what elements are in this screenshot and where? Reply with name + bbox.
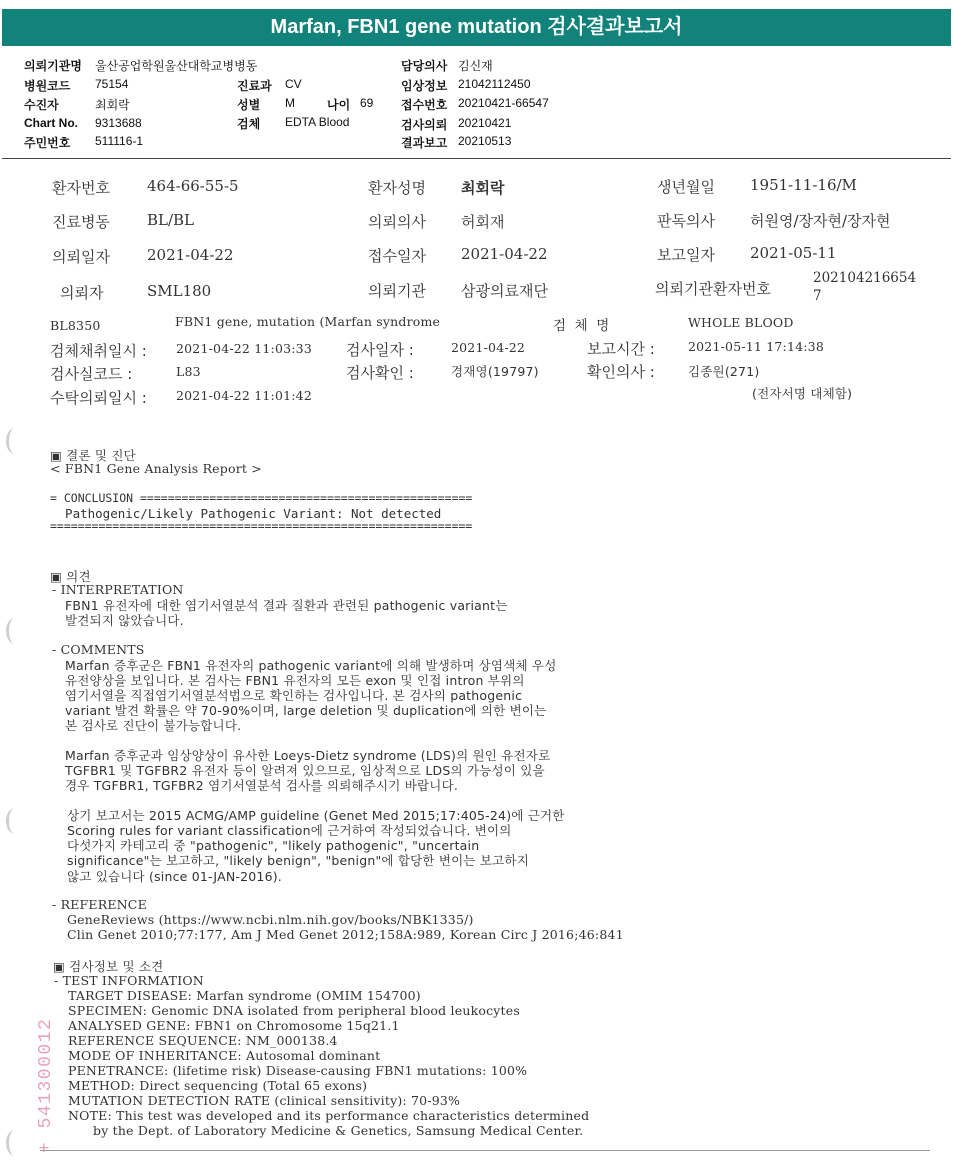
exam-confirm-label: 검사확인 : [346, 364, 414, 382]
department-value: CV [285, 77, 302, 91]
comments3-line-2: Scoring rules for variant classification에 근거하여 작성되었습니다. 변이의 [67, 823, 512, 838]
ward-label: 진료병동 [52, 213, 110, 231]
examinee-label: 수진자 [24, 98, 59, 112]
birthdate-label: 생년월일 [657, 178, 715, 196]
age-value: 69 [360, 96, 374, 110]
requesting-agency-value: 삼광의료재단 [461, 282, 548, 300]
ward-value: BL/BL [147, 211, 195, 229]
chart-no-label: Chart No. [24, 116, 78, 130]
comments2-line-3: 경우 TGFBR1, TGFBR2 염기서열분석 검사를 의뢰해주시기 바랍니다. [65, 778, 459, 793]
vertical-stamp [22, 1010, 62, 1155]
comments1-line-3: 염기서열을 직접염기서열분석법으로 확인하는 검사입니다. 본 검사의 pathogenic [65, 688, 523, 703]
interpretation-line-2: 발견되지 않았습니다. [65, 613, 184, 628]
patient-name-label: 환자성명 [368, 179, 426, 197]
header-divider [2, 158, 951, 159]
agency-patient-no-label: 의뢰기관환자번호 [655, 280, 771, 298]
hospital-value: 울산공업학원울산대학교병병동 [95, 59, 258, 73]
hospital-code-value: 75154 [95, 77, 129, 91]
comments1-line-2: 유전양상을 보입니다. 본 검사는 FBN1 유전자의 모든 exon 및 인접 intron 부위의 [65, 673, 525, 688]
request-day-value: 2021-04-22 [147, 246, 234, 264]
report-title: Marfan, FBN1 gene mutation 검사결과보고서 [2, 9, 951, 46]
collection-value: 2021-04-22 11:03:33 [176, 341, 312, 356]
test-code: BL8350 [50, 318, 101, 333]
attending-value: 김신재 [458, 59, 493, 73]
conclusion-heading: ▣ 결론 및 진단 [50, 448, 136, 463]
punch-hole-3 [6, 808, 23, 834]
reading-doctor-value: 허원영/장자현/장자현 [750, 212, 891, 230]
patient-no-label: 환자번호 [52, 179, 110, 197]
exam-date-label: 검사일자 : [346, 341, 414, 359]
testinfo-title: - TEST INFORMATION [54, 973, 204, 988]
collection-label: 검체채취일시 : [50, 342, 147, 360]
result-date-value: 20210513 [458, 134, 512, 148]
clinical-info-label: 임상정보 [401, 79, 448, 93]
confirm-doctor-label: 확인의사 : [587, 363, 655, 381]
attending-label: 담당의사 [401, 59, 448, 73]
clinical-info-value: 21042112450 [458, 77, 531, 91]
comments2-line-1: Marfan 증후군과 임상양상이 유사한 Loeys-Dietz syndrome (LDS)의 원인 유전자로 [65, 748, 551, 763]
comments3-line-3: 다섯가지 카테고리 중 "pathogenic", "likely pathogenic", "uncertain [67, 838, 480, 853]
request-day-label: 의뢰일자 [52, 248, 110, 266]
comments-title: - COMMENTS [52, 642, 145, 657]
department-label: 진료과 [237, 79, 272, 93]
punch-hole-2 [6, 618, 23, 644]
report-time-label: 보고시간 : [587, 340, 655, 358]
testinfo-line-10: by the Dept. of Laboratory Medicine & Genetics, Samsung Medical Center. [68, 1123, 584, 1138]
esign-note: (전자서명 대체함) [752, 386, 853, 401]
lab-code-label: 검사실코드 : [50, 365, 133, 383]
testinfo-line-1: TARGET DISEASE: Marfan syndrome (OMIM 154700) [68, 988, 421, 1003]
requester-value: SML180 [147, 282, 212, 300]
comments1-line-4: variant 발견 확률은 약 70-90%이며, large deletion 및 duplication에 의한 변이는 [65, 703, 547, 718]
sex-label: 성별 [237, 98, 261, 112]
agency-patient-no-value-1: 202104216654 [813, 270, 917, 286]
request-date-label: 검사의뢰 [401, 118, 448, 132]
test-name: FBN1 gene, mutation (Marfan syndrome [175, 314, 441, 329]
comments3-line-1: 상기 보고서는 2015 ACMG/AMP guideline (Genet Med 2015;17:405-24)에 근거한 [67, 808, 565, 823]
comments1-line-5: 본 검사로 진단이 불가능합니다. [65, 718, 242, 733]
testinfo-line-3: ANALYSED GENE: FBN1 on Chromosome 15q21.1 [68, 1018, 400, 1033]
reading-doctor-label: 판독의사 [657, 212, 715, 230]
request-date-value: 20210421 [458, 116, 512, 130]
hospital-code-label: 병원코드 [24, 79, 71, 93]
interpretation-line-1: FBN1 유전자에 대한 염기서열분석 결과 질환과 관련된 pathogenic variant는 [65, 598, 508, 613]
patient-name-value: 최회락 [461, 179, 505, 197]
conclusion-rule-top: = CONCLUSION ================================================ [50, 491, 473, 505]
specimen-value: EDTA Blood [285, 115, 350, 129]
agency-patient-no-value-2: 7 [813, 288, 822, 304]
examinee-value: 최회락 [95, 98, 130, 112]
testinfo-line-5: MODE OF INHERITANCE: Autosomal dominant [68, 1048, 381, 1063]
comments2-line-2: TGFBR1 및 TGFBR2 유전자 등이 알려져 있으므로, 임상적으로 LDS의 가능성이 있을 [65, 763, 545, 778]
requesting-doctor-value: 허회재 [461, 213, 505, 231]
stamp-number: + 541300012 [36, 1017, 56, 1153]
received-value: 2021-04-22 11:01:42 [176, 388, 312, 403]
requesting-agency-label: 의뢰기관 [368, 282, 426, 300]
requester-label: 의뢰자 [60, 284, 104, 302]
sex-value: M [285, 96, 295, 110]
testinfo-heading: ▣ 검사정보 및 소견 [53, 959, 164, 974]
conclusion-result: Pathogenic/Likely Pathogenic Variant: Not detected [50, 506, 442, 521]
report-day-label: 보고일자 [657, 246, 715, 264]
report-day-value: 2021-05-11 [750, 244, 837, 262]
comments3-line-5: 않고 있습니다 (since 01-JAN-2016). [67, 869, 282, 884]
punch-hole-4 [6, 1130, 23, 1156]
resident-no-value: 511116-1 [95, 134, 144, 148]
received-label: 수탁의뢰일시 : [50, 389, 147, 407]
reference-title: - REFERENCE [52, 897, 147, 912]
result-date-label: 결과보고 [401, 136, 448, 150]
testinfo-line-2: SPECIMEN: Genomic DNA isolated from peripheral blood leukocytes [68, 1003, 520, 1018]
exam-date-value: 2021-04-22 [451, 340, 526, 355]
interpretation-title: - INTERPRETATION [52, 582, 184, 597]
specimen-label: 검체 [237, 117, 261, 131]
reference-line-1: GeneReviews (https://www.ncbi.nlm.nih.gov/books/NBK1335/) [67, 912, 474, 927]
conclusion-subtitle: < FBN1 Gene Analysis Report > [50, 461, 262, 476]
specimen-name-label: 검 체 명 [553, 318, 610, 334]
birthdate-value: 1951-11-16/M [750, 176, 857, 194]
conclusion-rule-bottom: ============================================================= [50, 519, 473, 533]
testinfo-line-7: METHOD: Direct sequencing (Total 65 exons) [68, 1078, 368, 1093]
receipt-day-label: 접수일자 [368, 247, 426, 265]
chart-no-value: 9313688 [95, 116, 142, 130]
comments1-line-1: Marfan 증후군은 FBN1 유전자의 pathogenic variant에 의해 발생하며 상염색체 우성 [65, 658, 557, 673]
report-time-value: 2021-05-11 17:14:38 [688, 339, 824, 354]
receipt-no-label: 접수번호 [401, 98, 448, 112]
testinfo-line-9: NOTE: This test was developed and its performance characteristics determined [68, 1108, 590, 1123]
age-label: 나이 [327, 98, 351, 112]
receipt-day-value: 2021-04-22 [461, 245, 548, 263]
lab-code-value: L83 [176, 364, 201, 379]
testinfo-line-8: MUTATION DETECTION RATE (clinical sensitivity): 70-93% [68, 1093, 461, 1108]
reference-line-2: Clin Genet 2010;77:177, Am J Med Genet 2012;158A:989, Korean Circ J 2016;46:841 [67, 927, 624, 942]
bottom-divider [40, 1150, 930, 1151]
opinion-heading: ▣ 의견 [50, 569, 91, 584]
comments3-line-4: significance"는 보고하고, "likely benign", "benign"에 합당한 변이는 보고하지 [67, 853, 529, 868]
resident-no-label: 주민번호 [24, 136, 71, 150]
testinfo-line-6: PENETRANCE: (lifetime risk) Disease-causing FBN1 mutations: 100% [68, 1063, 528, 1078]
receipt-no-value: 20210421-66547 [458, 96, 549, 110]
punch-hole-1 [6, 428, 23, 454]
confirm-doctor-value: 김종원(271) [688, 364, 760, 379]
testinfo-line-4: REFERENCE SEQUENCE: NM_000138.4 [68, 1033, 338, 1048]
specimen-name-value: WHOLE BLOOD [688, 315, 794, 330]
hospital-label: 의뢰기관명 [24, 59, 82, 73]
exam-confirm-value: 경재영(19797) [451, 364, 539, 379]
patient-no-value: 464-66-55-5 [147, 177, 239, 195]
requesting-doctor-label: 의뢰의사 [368, 213, 426, 231]
